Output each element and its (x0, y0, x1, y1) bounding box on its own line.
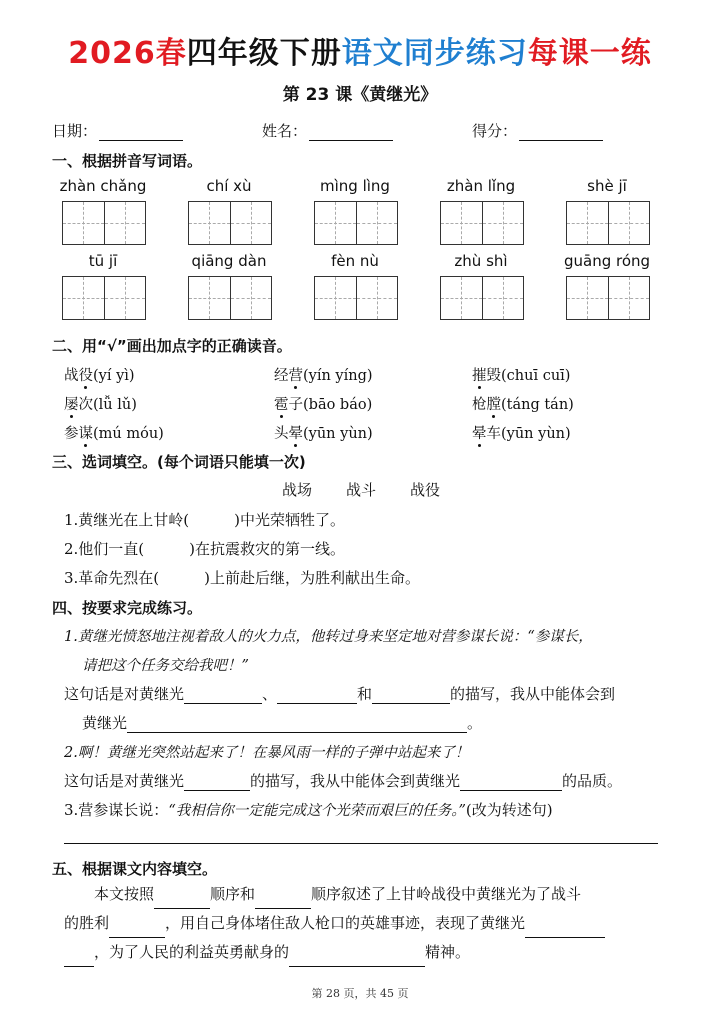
writing-grid[interactable] (188, 201, 272, 245)
reading-options[interactable]: (bāo báo) (303, 397, 373, 413)
answer-blank[interactable] (154, 893, 210, 909)
pinyin-item (292, 177, 418, 197)
info-row (52, 120, 672, 140)
answer-blank[interactable] (127, 717, 467, 733)
word-option: 战场 (282, 481, 313, 499)
q4-3-sentence: 3.营参谋长说：“我相信你一定能完成这个光荣而艰巨的任务。”(改为转述句) (64, 801, 553, 819)
q4-1-sentence-line1: 1.黄继光愤怒地注视着敌人的火力点，他转过身来坚定地对营参谋长说：“参谋长， (64, 629, 593, 645)
reading-item: 屡次(lǚ lǔ) (64, 397, 137, 413)
writing-grid[interactable] (440, 276, 524, 320)
reading-options[interactable]: (táng tán) (501, 397, 574, 413)
pinyin-item (418, 252, 544, 272)
writing-grid[interactable] (440, 201, 524, 245)
reading-item: 雹子(bāo báo) (274, 397, 373, 413)
pinyin-item (418, 177, 544, 197)
reading-options[interactable]: (yūn yùn) (501, 426, 571, 442)
answer-blank[interactable] (255, 893, 311, 909)
date-blank[interactable] (99, 126, 183, 141)
reading-item: 经营(yín yíng) (274, 368, 373, 384)
writing-grid[interactable] (566, 201, 650, 245)
reading-item: 参谋(mú móu) (64, 426, 164, 442)
word-option: 战役 (410, 481, 441, 499)
reading-options[interactable]: (chuī cuī) (501, 368, 571, 384)
answer-blank[interactable] (277, 688, 357, 704)
reading-options[interactable]: (yūn yùn) (303, 426, 373, 442)
writing-grid[interactable] (62, 276, 146, 320)
section2-title: 二、用“√”画出加点字的正确读音。 (52, 337, 292, 355)
banner-series: 每课一练 (527, 36, 652, 71)
pinyin-item (40, 252, 166, 272)
score-label: 得分： (472, 122, 518, 140)
name-label: 姓名： (262, 122, 308, 140)
date-field (52, 120, 183, 141)
pinyin-item (544, 177, 670, 197)
page-number: 第 28 页，共 45 页 (311, 987, 409, 1000)
pinyin-label: tū jī (88, 252, 118, 270)
pinyin-label: qiāng dàn (191, 252, 267, 270)
pinyin-row-2 (40, 252, 690, 332)
pinyin-item (166, 252, 292, 272)
section1-title: 一、根据拼音写词语。 (52, 152, 203, 170)
q4-2-prompt: 这句话是对黄继光 的描写，我从中能体会到黄继光 的品质。 (64, 772, 623, 790)
date-label: 日期： (52, 122, 98, 140)
answer-blank[interactable] (184, 775, 250, 791)
reading-options[interactable]: (yín yíng) (303, 368, 373, 384)
pinyin-item (166, 177, 292, 197)
pinyin-row-1 (40, 177, 690, 257)
banner-subject: 语文同步练习 (341, 36, 528, 71)
reading-options[interactable]: (yí yì) (93, 368, 135, 384)
lesson-title: 第 23 课《黄继光》 (282, 85, 438, 105)
section5-paragraph: 本文按照 顺序和 顺序叙述了上甘岭战役中黄继光为了战斗 的胜利 ，用自己身体堵住敌人枪口的英雄事迹，表现了黄继光 ，为了人民的利益英勇献身的 精神。 (64, 880, 680, 967)
name-blank[interactable] (309, 126, 393, 141)
pinyin-label: guāng róng (563, 252, 651, 270)
pinyin-item (544, 252, 670, 272)
answer-blank[interactable] (289, 951, 425, 967)
answer-blank[interactable] (525, 922, 605, 938)
reading-item: 枪膛(táng tán) (472, 397, 574, 413)
word-bank (282, 479, 474, 500)
q4-1-prompt: 这句话是对黄继光 、 和 的描写，我从中能体会到 (64, 685, 616, 703)
worksheet-banner-title (0, 28, 720, 72)
writing-grid[interactable] (314, 276, 398, 320)
pinyin-item (40, 177, 166, 197)
answer-blank[interactable] (460, 775, 562, 791)
reading-item: 战役(yí yì) (64, 368, 135, 384)
word-option: 战斗 (346, 481, 377, 499)
reading-item: 头晕(yūn yùn) (274, 426, 373, 442)
score-field (472, 120, 603, 141)
writing-grid[interactable] (188, 276, 272, 320)
reading-options[interactable]: (mú móu) (93, 426, 164, 442)
pinyin-label: chí xù (206, 177, 252, 195)
pinyin-label: zhàn chǎng (59, 177, 147, 195)
name-field (262, 120, 393, 141)
q4-1-sentence-line2: 请把这个任务交给我吧！” (82, 658, 249, 674)
pinyin-item (292, 252, 418, 272)
fill-question-1[interactable]: 1.黄继光在上甘岭( )中光荣牺牲了。 (64, 511, 346, 529)
answer-blank[interactable] (184, 688, 262, 704)
answer-blank[interactable] (109, 922, 165, 938)
pinyin-label: mìng lìng (320, 177, 390, 195)
q4-2-sentence: 2.啊！黄继光突然站起来了！在暴风雨一样的子弹中站起来了！ (64, 745, 470, 761)
reading-options[interactable]: (lǚ lǔ) (93, 397, 137, 413)
answer-blank[interactable] (372, 688, 450, 704)
score-blank[interactable] (519, 126, 603, 141)
writing-grid[interactable] (62, 201, 146, 245)
q4-1-prompt-cont: 黄继光 。 (82, 714, 483, 732)
fill-question-2[interactable]: 2.他们一直( )在抗震救灾的第一线。 (64, 540, 346, 558)
answer-blank[interactable] (64, 951, 94, 967)
section5-title: 五、根据课文内容填空。 (52, 860, 218, 878)
section3-title: 三、选词填空。(每个词语只能填一次) (52, 453, 306, 471)
writing-grid[interactable] (566, 276, 650, 320)
banner-year: 2026春 (68, 36, 187, 71)
reading-item: 摧毁(chuī cuī) (472, 368, 571, 384)
banner-grade: 四年级下册 (186, 36, 342, 71)
pinyin-label: fèn nù (331, 252, 379, 270)
reading-item: 晕车(yūn yùn) (472, 426, 571, 442)
fill-question-3[interactable]: 3.革命先烈在( )上前赴后继，为胜利献出生命。 (64, 569, 421, 587)
pinyin-label: shè jī (587, 177, 627, 195)
section4-title: 四、按要求完成练习。 (52, 599, 203, 617)
q4-3-answer-line[interactable] (64, 842, 658, 844)
pinyin-label: zhù shì (454, 252, 508, 270)
pinyin-label: zhàn lǐng (446, 177, 516, 195)
writing-grid[interactable] (314, 201, 398, 245)
